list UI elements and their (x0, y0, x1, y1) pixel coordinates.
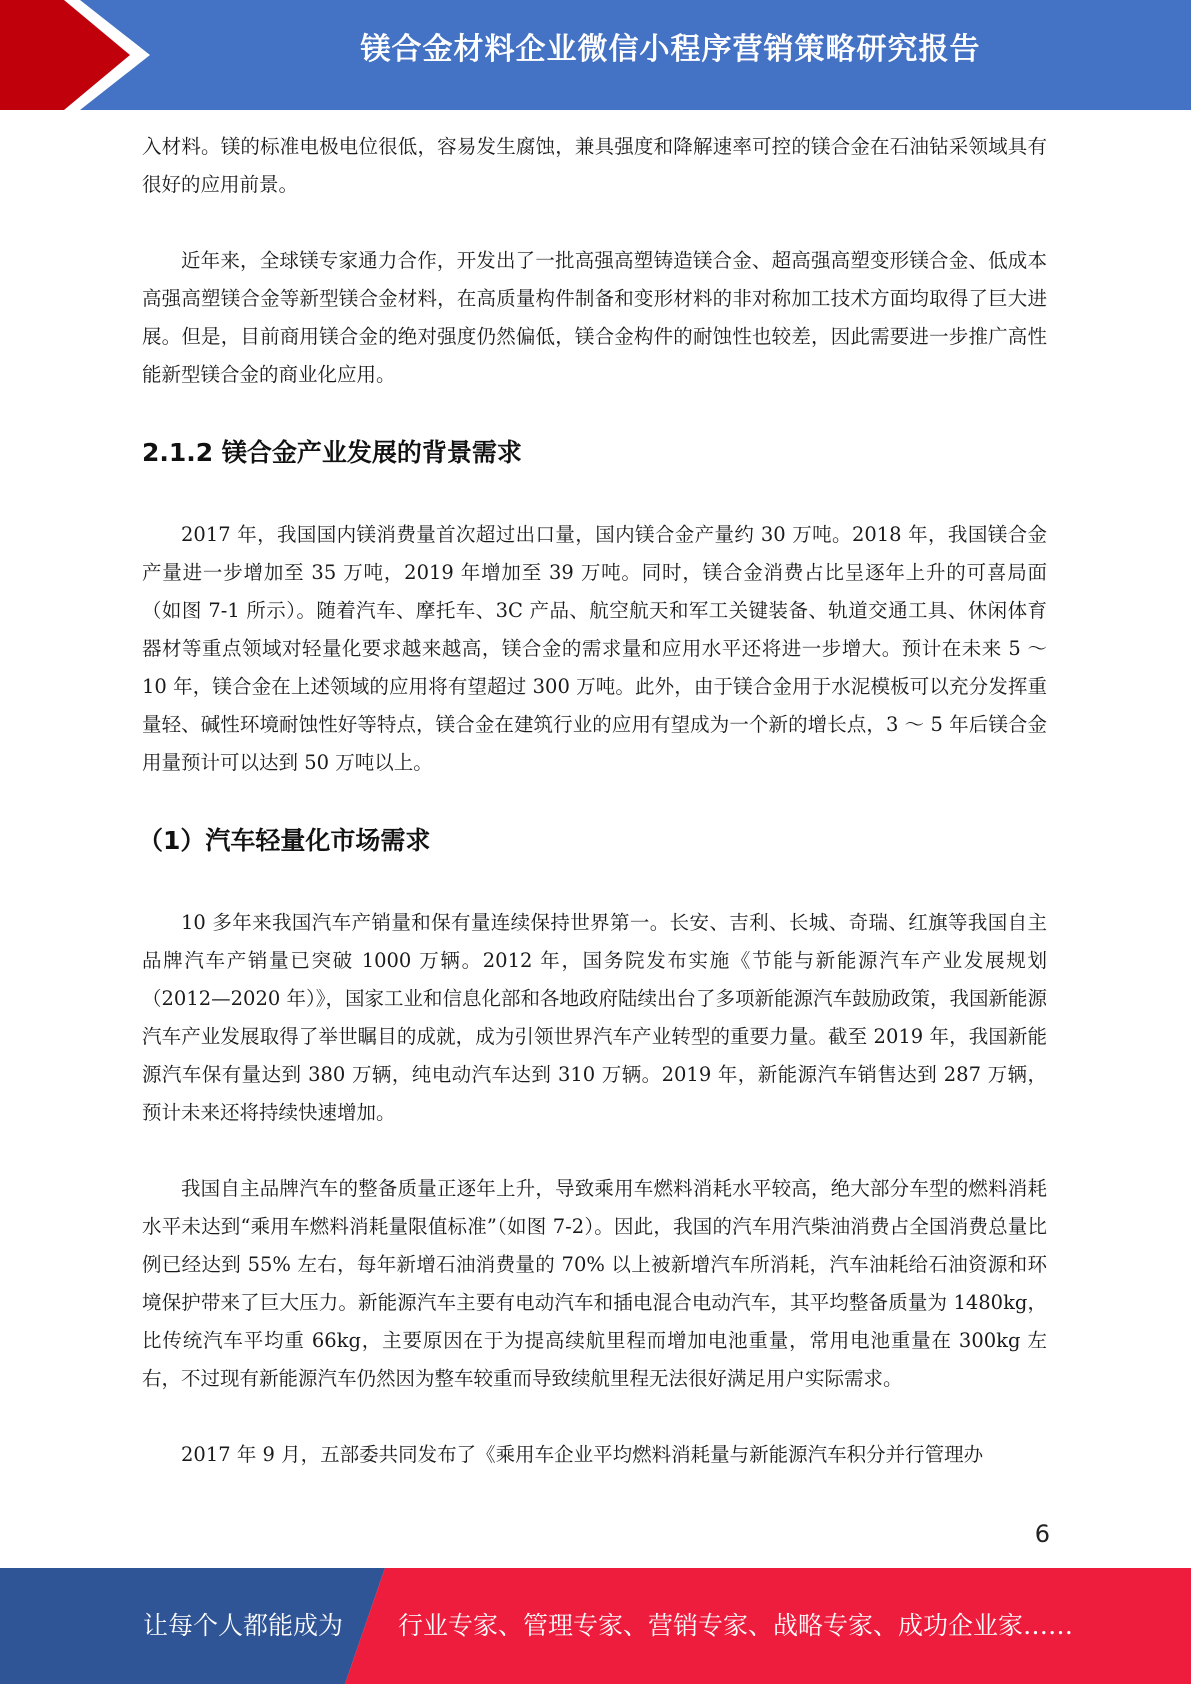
paragraph: 我国自主品牌汽车的整备质量正逐年上升，导致乘用车燃料消耗水平较高，绝大部分车型的燃料消耗水平未达到“乘用车燃料消耗量限值标准”（如图 7-2）。因此，我国的汽车用汽柴油消费占全国消费总量比例已经达到 55% 左右，每年新增石油消费量的 70% 以上被新增汽车所消耗，汽车油耗给石油资源和环境保护带来了巨大压力。新能源汽车主要有电动汽车和插电混合电动汽车，其平均整备质量为 1480kg，比传统汽车平均重 66kg，主要原因在于为提高续航里程而增加电池重量，常用电池重量在 300kg 左右，不过现有新能源汽车仍然因为整车较重而导致续航里程无法很好满足用户实际需求。 (142, 1177, 1047, 1390)
paragraph: 2017 年 9 月，五部委共同发布了《乘用车企业平均燃料消耗量与新能源汽车积分并行管理办 (181, 1443, 984, 1466)
section-heading: 2.1.2 镁合金产业发展的背景需求 (142, 438, 522, 467)
paragraph: 近年来，全球镁专家通力合作，开发出了一批高强高塑铸造镁合金、超高强高塑变形镁合金、低成本高强高塑镁合金等新型镁合金材料，在高质量构件制备和变形材料的非对称加工技术方面均取得了巨大进展。但是，目前商用镁合金的绝对强度仍然偏低，镁合金构件的耐蚀性也较差，因此需要进一步推广高性能新型镁合金的商业化应用。 (142, 249, 1047, 386)
paragraph: 2017 年，我国国内镁消费量首次超过出口量，国内镁合金产量约 30 万吨。2018 年，我国镁合金产量进一步增加至 35 万吨，2019 年增加至 39 万吨。同时，镁合金消费占比呈逐年上升的可喜局面（如图 7-1 所示）。随着汽车、摩托车、3C 产品、航空航天和军工关键装备、轨道交通工具、休闲体育器材等重点领域对轻量化要求越来越高，镁合金的需求量和应用水平还将进一步增大。预计在未来 5 ～ 10 年，镁合金在上述领域的应用将有望超过 300 万吨。此外，由于镁合金用于水泥模板可以充分发挥重量轻、碱性环境耐蚀性好等特点，镁合金在建筑行业的应用有望成为一个新的增长点，3 ～ 5 年后镁合金用量预计可以达到 50 万吨以上。 (142, 523, 1047, 774)
footer-slogan-left: 让每个人都能成为 (143, 1611, 344, 1640)
paragraph: 10 多年来我国汽车产销量和保有量连续保持世界第一。长安、吉利、长城、奇瑞、红旗等我国自主品牌汽车产销量已突破 1000 万辆。2012 年，国务院发布实施《节能与新能源汽车产业发展规划（2012—2020 年）》，国家工业和信息化部和各地政府陆续出台了多项新能源汽车鼓励政策，我国新能源汽车产业发展取得了举世瞩目的成就，成为引领世界汽车产业转型的重要力量。截至 2019 年，我国新能源汽车保有量达到 380 万辆，纯电动汽车达到 310 万辆。2019 年，新能源汽车销售达到 287 万辆，预计未来还将持续快速增加。 (142, 911, 1047, 1124)
page-header (0, 0, 1191, 110)
header-red-arrow (0, 0, 130, 110)
footer-slogan-right: 行业专家、管理专家、营销专家、战略专家、成功企业家…… (398, 1611, 1074, 1640)
subsection-heading: （1）汽车轻量化市场需求 (138, 826, 431, 855)
paragraph: 入材料。镁的标准电极电位很低，容易发生腐蚀，兼具强度和降解速率可控的镁合金在石油钻采领域具有很好的应用前景。 (142, 135, 1047, 196)
page-number: 6 (1034, 1520, 1050, 1548)
page-footer (0, 1568, 1191, 1684)
header-title: 镁合金材料企业微信小程序营销策略研究报告 (360, 32, 981, 67)
document-body (138, 128, 1047, 1474)
